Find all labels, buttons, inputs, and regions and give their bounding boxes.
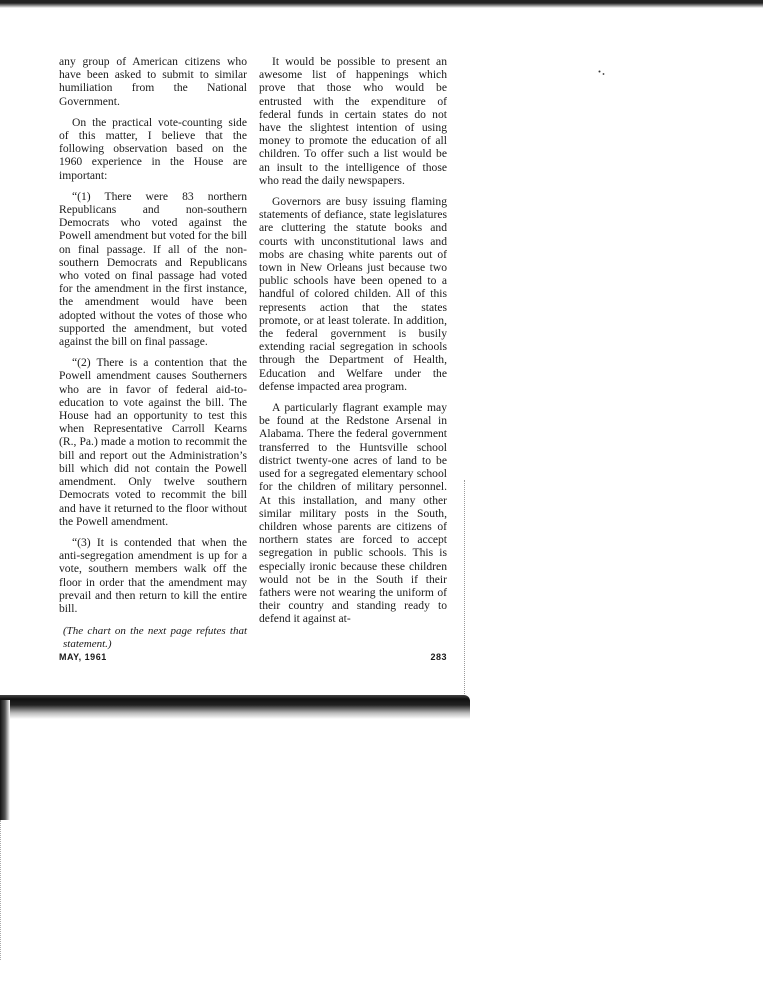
left-paragraph-2: On the practical vote-counting side of this matter, I believe that the following observation based on the 1960 experience in the House are important: xyxy=(59,115,247,182)
page-left-curl xyxy=(0,700,10,820)
right-paragraph-1: It would be possible to present an awesome list of happenings which prove that those who would be entrusted with the expenditure of federal funds in certain states do not have the slightest intention of using money to promote the education of all children. To offer such a list would be an insult to the intelligence of those who read the daily newspapers. xyxy=(259,55,447,187)
left-paragraph-1: any group of American citizens who have been asked to submit to similar humiliation from the National Government. xyxy=(59,55,247,108)
left-column xyxy=(59,55,247,658)
stray-mark-icon xyxy=(598,70,606,76)
left-paragraph-3: “(1) There were 83 northern Republicans and non-southern Democrats who voted against the Powell amendment but voted for the bill on final passage. If all of the non-southern Democrats and Republicans who voted on final passage had voted for the amendment in the first instance, the amendment would have been adopted without the votes of those who supported the amendment, but voted against the bill on final passage. xyxy=(59,189,247,349)
right-paragraph-3: A particularly flagrant example may be found at the Redstone Arsenal in Alabama. There the federal government transferred to the Huntsville school district twenty-one acres of land to be used for a segregated elementary school for the children of military personnel. At this installation, and many other similar military posts in the South, children whose parents are citizens of northern states are forced to accept segregation in public schools. This is especially ironic because these children would not be in the South if their fathers were not wearing the uniform of their country and standing ready to defend it against at- xyxy=(259,401,447,626)
right-column xyxy=(259,55,447,634)
footer-date: MAY, 1961 xyxy=(59,652,107,662)
left-paragraph-5: “(3) It is contended that when the anti-segregation amendment is up for a vote, southern members walk off the floor in order that the amendment may prevail and then return to kill the entire bill. xyxy=(59,535,247,615)
page-number: 283 xyxy=(430,652,447,662)
left-paragraph-4: “(2) There is a contention that the Powell amendment causes Southerners who are in favor of federal aid-to-education to vote against the bill. The House had an opportunity to test this when Representative Carroll Kearns (R., Pa.) made a motion to recommit the bill and report out the Administration’s bill which did not contain the Powell amendment. Only twelve southern Democrats voted to recommit the bill and have it returned to the floor without the Powell amendment. xyxy=(59,356,247,528)
page-right-edge xyxy=(464,480,469,710)
chart-note: (The chart on the next page refutes that statement.) xyxy=(63,625,247,650)
page-left-speckle xyxy=(0,820,5,960)
right-paragraph-2: Governors are busy issuing flaming statements of defiance, state legislatures are cluttering the statute books and courts with unconstitutional laws and mobs are chasing white parents out of town in New Orleans just because two public schools have been opened to a handful of colored childen. All of this represents action that the states promote, or at least tolerate. In addition, the federal government is busily extending racial segregation in schools through the Department of Health, Education and Welfare under the defense impacted area program. xyxy=(259,195,447,393)
page-top-edge xyxy=(0,0,763,8)
page-bottom-shadow xyxy=(0,695,470,719)
